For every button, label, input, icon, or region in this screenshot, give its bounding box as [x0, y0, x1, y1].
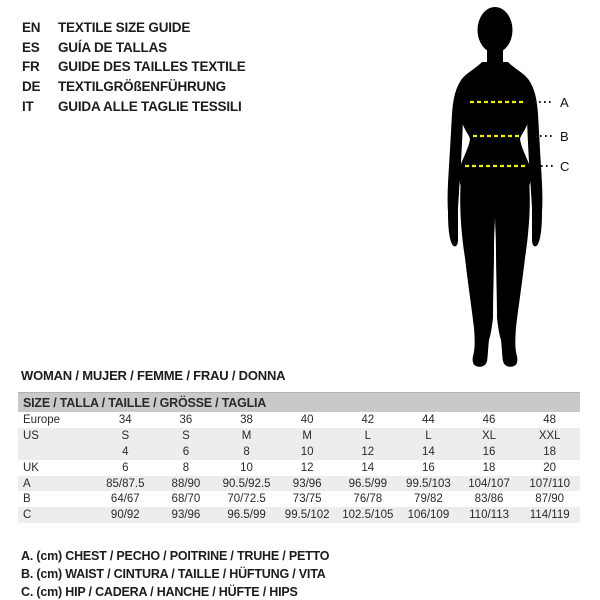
- language-row: [22, 96, 246, 116]
- language-row: [22, 18, 246, 38]
- size-value-cell: 8: [243, 445, 250, 458]
- size-value-cell: 64/67: [110, 493, 140, 506]
- size-value-cell: 4: [122, 445, 129, 458]
- size-value-cell: 16: [422, 461, 435, 474]
- size-value-cell: 48: [543, 413, 557, 426]
- legend-line-hip: C. (cm) HIP / CADERA / HANCHE / HÜFTE / HIPS: [21, 585, 298, 600]
- size-value-cell: 12: [300, 461, 314, 474]
- size-value-cell: 20: [543, 461, 557, 474]
- size-row-label: Europe: [23, 413, 61, 426]
- language-label: GUIDE DES TAILLES TEXTILE: [58, 59, 246, 75]
- size-value-cell: 83/86: [474, 493, 504, 506]
- size-value-cell: 70/72.5: [227, 493, 266, 506]
- size-value-cell: 90/92: [110, 509, 140, 522]
- size-table-row: [18, 460, 580, 476]
- language-label: TEXTILE SIZE GUIDE: [58, 20, 191, 36]
- size-table-row: [18, 444, 580, 460]
- section-title: WOMAN / MUJER / FEMME / FRAU / DONNA: [21, 368, 286, 383]
- size-value-cell: 73/75: [292, 493, 322, 506]
- size-row-label: B: [23, 493, 31, 506]
- legend-line-waist: B. (cm) WAIST / CINTURA / TAILLE / HÜFTUNG / VITA: [21, 567, 326, 582]
- language-list: [22, 18, 246, 116]
- woman-silhouette-figure: [440, 4, 560, 370]
- legend-line-chest: A. (cm) CHEST / PECHO / POITRINE / TRUHE / PETTO: [21, 549, 330, 563]
- size-table-rows: [18, 412, 580, 523]
- silhouette-legs: [460, 180, 530, 367]
- size-value-cell: 99.5/102: [284, 509, 330, 522]
- size-value-cell: 42: [361, 413, 375, 426]
- size-value-cell: 93/96: [171, 509, 201, 522]
- size-value-cell: 10: [300, 445, 314, 458]
- size-value-cell: 99.5/103: [406, 477, 451, 490]
- size-value-cell: XL: [482, 429, 497, 442]
- language-code: FR: [22, 59, 40, 75]
- marker-label-c: C: [560, 159, 570, 174]
- size-table-row: [18, 412, 580, 428]
- size-value-cell: 107/110: [529, 477, 571, 490]
- measurement-legend: [21, 547, 329, 600]
- size-value-cell: 93/96: [292, 477, 322, 490]
- language-row: [22, 38, 246, 58]
- size-value-cell: 76/78: [353, 493, 383, 506]
- size-value-cell: M: [302, 429, 312, 442]
- size-value-cell: 8: [182, 461, 190, 474]
- size-value-cell: 34: [118, 413, 132, 426]
- size-value-cell: 110/113: [469, 509, 509, 522]
- size-value-cell: 18: [543, 445, 557, 458]
- language-code: DE: [22, 79, 41, 95]
- size-value-cell: 104/107: [468, 477, 510, 490]
- size-value-cell: 88/90: [171, 477, 201, 490]
- size-value-cell: 10: [240, 461, 253, 474]
- size-value-cell: 6: [182, 445, 190, 458]
- size-row-label: UK: [23, 461, 39, 474]
- size-value-cell: 38: [240, 413, 253, 426]
- size-table-header: SIZE / TALLA / TAILLE / GRÖSSE / TAGLIA: [18, 392, 580, 412]
- size-value-cell: 114/119: [529, 509, 570, 522]
- language-code: IT: [22, 98, 34, 114]
- size-value-cell: XXL: [538, 429, 561, 442]
- language-row: [22, 57, 246, 77]
- size-value-cell: 90.5/92.5: [222, 477, 271, 490]
- language-row: [22, 77, 246, 97]
- size-value-cell: 102.5/105: [342, 509, 394, 522]
- size-value-cell: 87/90: [535, 493, 565, 506]
- size-value-cell: L: [364, 429, 372, 442]
- silhouette-left-arm: [448, 82, 463, 246]
- size-value-cell: S: [121, 429, 130, 442]
- size-row-label: A: [23, 477, 31, 490]
- language-label: GUÍA DE TALLAS: [58, 39, 167, 55]
- size-value-cell: 6: [122, 461, 129, 474]
- size-value-cell: 46: [482, 413, 496, 426]
- size-value-cell: 68/70: [171, 493, 201, 506]
- size-table-row: [18, 491, 580, 507]
- size-table-row: [18, 507, 580, 523]
- size-value-cell: 14: [422, 445, 435, 458]
- size-value-cell: 44: [422, 413, 435, 426]
- size-value-cell: L: [425, 429, 432, 442]
- size-table: [18, 392, 580, 523]
- size-value-cell: 79/82: [414, 493, 443, 506]
- size-value-cell: 36: [179, 413, 193, 426]
- marker-label-a: A: [560, 95, 569, 110]
- size-table-row: [18, 476, 580, 492]
- size-value-cell: 96.5/99: [348, 477, 387, 490]
- size-value-cell: 12: [361, 445, 375, 458]
- size-value-cell: 85/87.5: [106, 477, 145, 490]
- language-code: EN: [22, 20, 41, 36]
- language-label: TEXTILGRÖßENFÜHRUNG: [58, 79, 226, 95]
- size-table-row: [18, 428, 580, 444]
- size-value-cell: 96.5/99: [227, 509, 266, 522]
- language-code: ES: [22, 39, 40, 55]
- size-value-cell: 40: [300, 413, 314, 426]
- size-value-cell: 16: [482, 445, 496, 458]
- size-value-cell: 106/109: [407, 509, 450, 522]
- silhouette-right-arm: [527, 82, 542, 246]
- size-value-cell: 14: [361, 461, 375, 474]
- size-row-label: US: [23, 429, 39, 442]
- size-value-cell: S: [182, 429, 190, 442]
- size-value-cell: 18: [482, 461, 496, 474]
- size-value-cell: M: [241, 429, 252, 442]
- size-row-label: C: [23, 509, 32, 522]
- language-label: GUIDA ALLE TAGLIE TESSILI: [58, 98, 242, 114]
- marker-label-b: B: [560, 129, 569, 144]
